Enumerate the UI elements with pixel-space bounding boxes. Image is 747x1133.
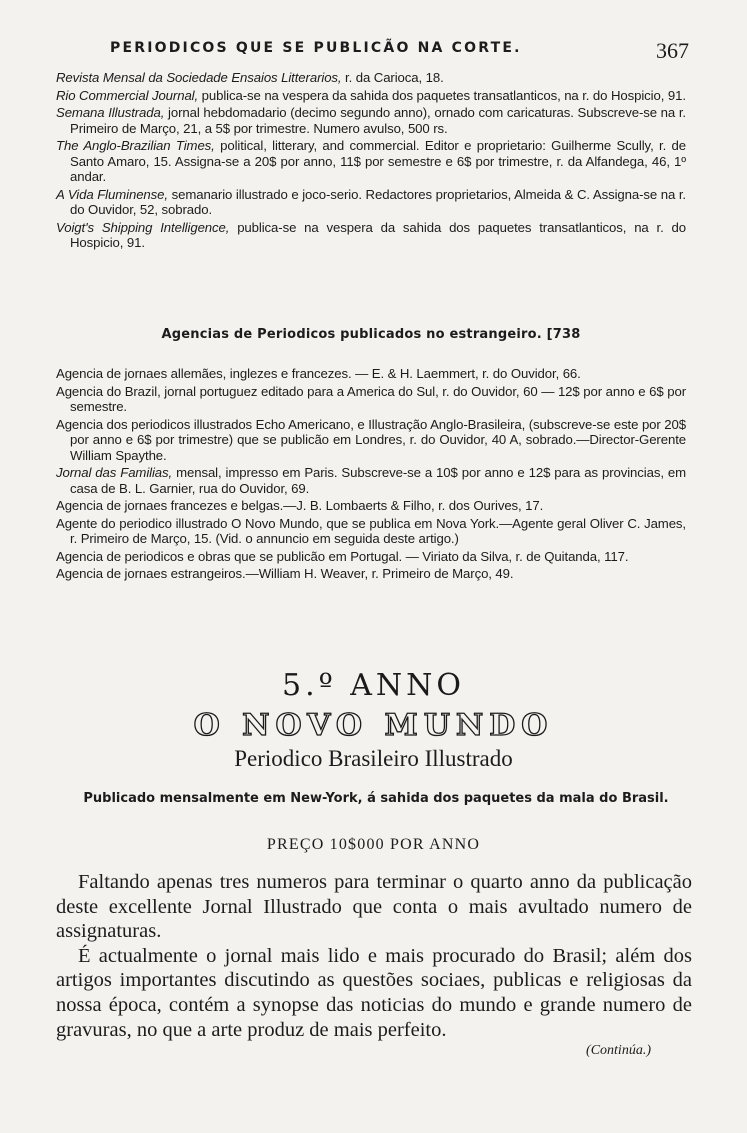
agency-entry bbox=[56, 366, 686, 382]
entry-text: mensal, impresso em Paris. Subscreve-se a 10$ por anno e 12$ para as provincias, em casa de B. L. Garnier, rua do Ouvidor, 69. bbox=[70, 465, 687, 496]
advert-masthead: O NOVO MUNDO bbox=[193, 708, 554, 743]
periodical-entry bbox=[56, 220, 686, 251]
periodical-entry bbox=[56, 187, 686, 218]
periodical-entry bbox=[56, 88, 686, 104]
entry-text: Agencia dos periodicos illustrados Echo Americano, e Illustração Anglo-Brasileira, (subscreve-se este por 20$ por anno e 6$ por trimestre) que se publicão em Londres, r. do Ouvidor, 40 A, sobrado.—Director-Gerente William Spaythe. bbox=[56, 416, 686, 463]
agency-entry bbox=[56, 566, 686, 582]
entry-text: r. da Carioca, 18. bbox=[341, 70, 444, 85]
entry-text: jornal hebdomadario (decimo segundo anno), ornado com caricaturas. Subscreve-se na r. Primeiro de Março, 21, a 5$ por trimestre. Numero avulso, 500 rs. bbox=[70, 105, 686, 136]
agencies-list bbox=[56, 366, 686, 584]
agency-entry bbox=[56, 465, 686, 496]
entry-text: publica-se na vespera da sahida dos paquetes transatlanticos, na r. do Hospicio, 91. bbox=[198, 87, 686, 103]
periodical-entry bbox=[56, 105, 686, 136]
entry-text: publica-se na vespera da sahida dos paquetes transatlanticos, na r. do Hospicio, 91. bbox=[70, 219, 686, 250]
agency-entry bbox=[56, 516, 686, 547]
entry-text: Agencia de jornaes francezes e belgas.—J. B. Lombaerts & Filho, r. dos Ourives, 17. bbox=[56, 498, 544, 513]
periodical-entry bbox=[56, 70, 686, 86]
entry-title: The Anglo-Brazilian Times, bbox=[56, 138, 215, 153]
advert-price: PREÇO 10$000 POR ANNO bbox=[266, 836, 481, 853]
periodicals-list bbox=[56, 70, 686, 253]
advert-paragraph: Faltando apenas tres numeros para terminar o quarto anno da publicação deste excellente Jornal Illustrado que conta o mais avultado numero de assignaturas. bbox=[56, 871, 692, 943]
entry-text: political, litterary, and commercial. Editor e proprietario: Guilherme Scully, r. de Santo Amaro, 15. Assigna-se a 20$ por anno, 11$ por semestre e 6$ por trimestre, r. da Alfandega, 46, 1º andar. bbox=[70, 138, 686, 184]
entry-title: Semana Illustrada, bbox=[56, 105, 165, 120]
entry-title: A Vida Fluminense, bbox=[56, 186, 168, 202]
entry-title: Voigt's Shipping Intelligence, bbox=[56, 219, 230, 235]
entry-title: Revista Mensal da Sociedade Ensaios Litterarios, bbox=[56, 70, 342, 85]
advert-published-line: Publicado mensalmente em New-York, á sahida dos paquetes da mala do Brasil. bbox=[83, 791, 669, 806]
agency-entry bbox=[56, 549, 686, 565]
entry-text: Agencia de periodicos e obras que se publicão em Portugal. — Viriato da Silva, r. de Quitanda, 117. bbox=[56, 548, 629, 564]
entry-text: Agencia do Brazil, jornal portuguez editado para a America do Sul, r. do Ouvidor, 60 — 12$ por anno e 6$ por semestre. bbox=[56, 383, 686, 414]
advert-subtitle: Periodico Brasileiro Illustrado bbox=[234, 746, 513, 771]
periodical-entry bbox=[56, 138, 686, 185]
entry-text: Agente do periodico illustrado O Novo Mundo, que se publica em Nova York.—Agente geral Oliver C. James, r. Primeiro de Março, 15. (Vid. o annuncio em seguida deste artigo.) bbox=[56, 515, 686, 546]
agency-entry bbox=[56, 417, 686, 464]
agencies-heading: Agencias de Periodicos publicados no estrangeiro. [738 bbox=[161, 327, 581, 342]
entry-text: Agencia de jornaes estrangeiros.—William H. Weaver, r. Primeiro de Março, 49. bbox=[56, 566, 514, 581]
page-number: 367 bbox=[656, 38, 689, 63]
advert-body bbox=[56, 870, 692, 1042]
entry-text: Agencia de jornaes allemães, inglezes e francezes. — E. & H. Laemmert, r. do Ouvidor, 66. bbox=[56, 366, 581, 381]
entry-text: semanario illustrado e joco-serio. Redactores proprietarios, Almeida & C. Assigna-se na r. do Ouvidor, 52, sobrado. bbox=[70, 186, 686, 217]
agency-entry bbox=[56, 384, 686, 415]
advert-paragraph: É actualmente o jornal mais lido e mais procurado do Brasil; além dos artigos importantes discutindo as questões sociaes, publicas e religiosas da nossa época, contém a synopse das noticias do mundo e grande numero de gravuras, no que a arte produz de mais perfeito. bbox=[56, 944, 692, 1041]
entry-title: Jornal das Familias, bbox=[56, 465, 173, 480]
continued-note: (Continúa.) bbox=[586, 1043, 651, 1058]
running-head: PERIODICOS QUE SE PUBLICÃO NA CORTE. bbox=[110, 40, 522, 56]
advert-anno: 5.º ANNO bbox=[281, 668, 466, 703]
agency-entry bbox=[56, 498, 686, 514]
entry-title: Rio Commercial Journal, bbox=[56, 87, 199, 103]
